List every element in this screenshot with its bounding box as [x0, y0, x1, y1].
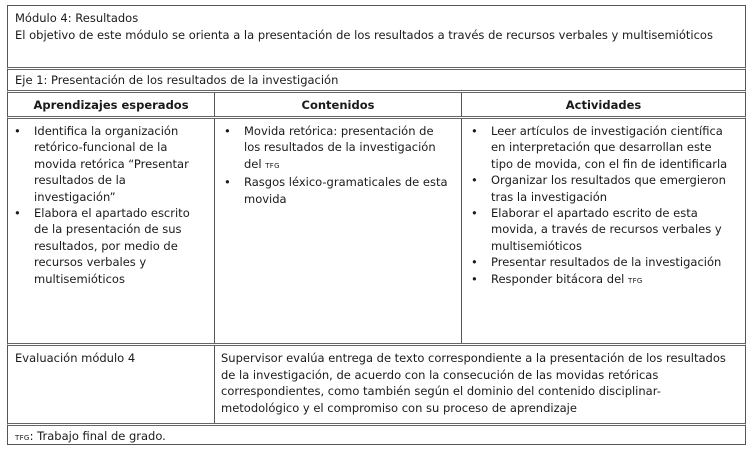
- module-objective: El objetivo de este módulo se orienta a la presentación de los resultados a través de recursos verbales y multisemióticos: [15, 27, 713, 42]
- contents-item: • Movida retórica: presentación de los resultados de la investigación del TFG: [224, 124, 436, 171]
- module-title: Módulo 4: Resultados: [15, 11, 139, 25]
- footnote-text: : Trabajo final de grado.: [29, 429, 166, 443]
- learning-cell: [8, 119, 215, 343]
- contents-cell: [215, 119, 462, 343]
- body-row: [7, 116, 746, 343]
- bullet-icon: •: [471, 173, 478, 188]
- activity-item: • Presentar resultados de la investigación: [471, 255, 722, 270]
- module-table: [7, 5, 746, 445]
- activity-item: • Elaborar el apartado escrito de esta movida, a través de recursos verbales y multisemióticos: [471, 206, 722, 253]
- axis-row: [7, 67, 746, 90]
- tfg-abbr: TFG: [628, 276, 643, 285]
- bullet-icon: •: [471, 124, 478, 138]
- footnote: [15, 428, 166, 447]
- header-activities: Actividades: [565, 98, 642, 112]
- module-header-row: [7, 5, 746, 67]
- activity-item: • Responder bitácora del TFG: [471, 271, 643, 286]
- evaluation-label: Evaluación módulo 4: [15, 351, 136, 365]
- header-contents: Contenidos: [215, 93, 462, 116]
- bullet-icon: •: [14, 206, 21, 221]
- activities-cell: [462, 119, 745, 343]
- bullet-icon: •: [14, 124, 21, 138]
- bullet-icon: •: [471, 206, 478, 221]
- column-header-row: [7, 90, 746, 116]
- evaluation-text-cell: [215, 346, 745, 423]
- activity-item: • Leer artículos de investigación científica en interpretación que desarrollan este tipo de movida, con el fin de identificarla: [471, 124, 728, 171]
- evaluation-row: [7, 343, 746, 423]
- learning-item: • Identifica la organización retórico-funcional de la movida retórica “Presentar resultados de la investigación”: [14, 124, 189, 204]
- header-learning: Aprendizajes esperados: [8, 93, 215, 116]
- activity-item: • Organizar los resultados que emergieron tras la investigación: [471, 173, 726, 204]
- footnote-row: [7, 423, 746, 445]
- tfg-abbr: TFG: [15, 434, 30, 442]
- bullet-icon: •: [471, 255, 478, 270]
- bullet-icon: •: [224, 175, 231, 190]
- axis-title: Eje 1: Presentación de los resultados de la investigación: [15, 73, 339, 87]
- evaluation-text: Supervisor evalúa entrega de texto correspondiente a la presentación de los resultados de la investigación, de acuerdo con la consecución de las movidas retóricas correspondientes, como también según el dominio del contenido disciplinar-metodológico y el compromiso con su proceso de aprendizaje: [221, 351, 726, 415]
- bullet-icon: •: [224, 124, 231, 138]
- tfg-abbr: TFG: [265, 161, 280, 170]
- learning-item: • Elabora el apartado escrito de la presentación de sus resultados, por medio de recursos verbales y multisemióticos: [14, 206, 190, 286]
- evaluation-label-cell: [8, 346, 215, 423]
- bullet-icon: •: [471, 271, 478, 286]
- contents-item: • Rasgos léxico-gramaticales de esta movida: [224, 175, 448, 206]
